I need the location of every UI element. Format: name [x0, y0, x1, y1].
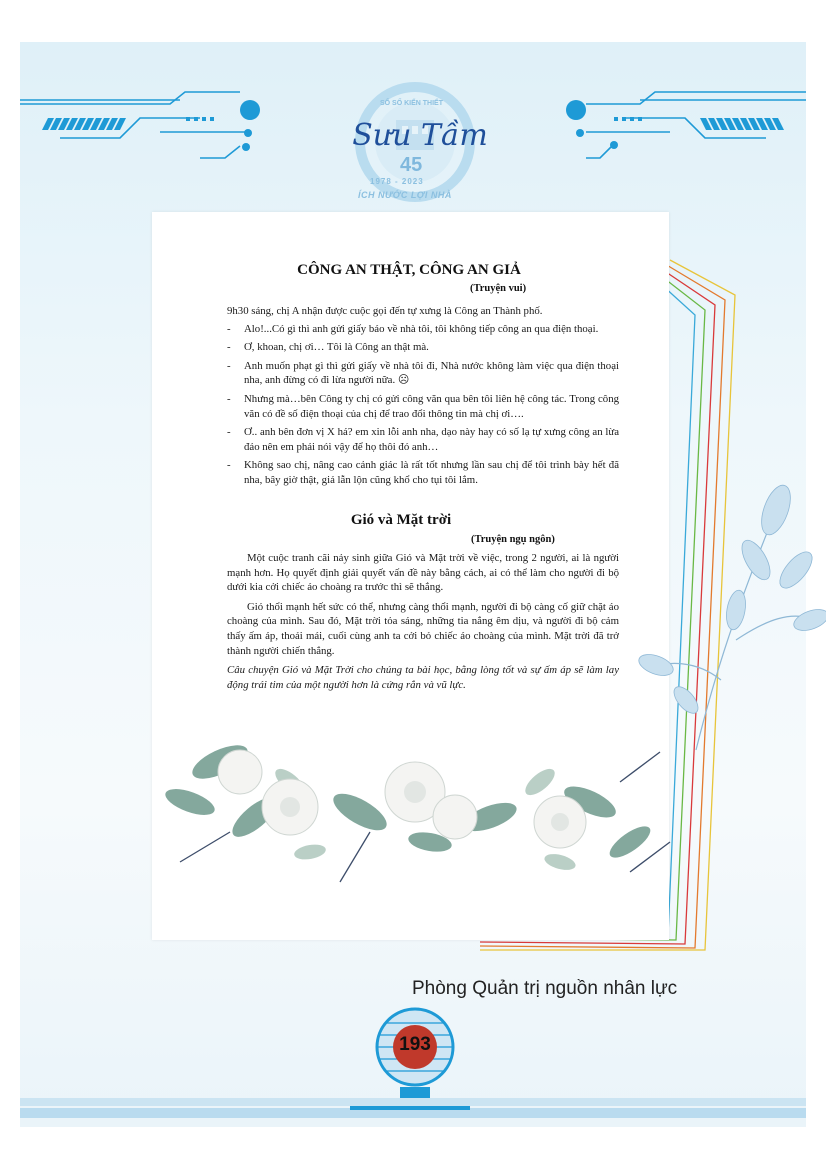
story-title: CÔNG AN THẬT, CÔNG AN GIẢ — [297, 262, 521, 278]
logo-ring-text: SỔ SỐ KIẾN THIẾT — [380, 100, 444, 107]
story-intro: 9h30 sáng, chị A nhận được cuộc gọi đến tự xưng là Công an Thành phố. — [227, 305, 543, 317]
logo-year-range: 1978 - 2023 — [370, 177, 424, 186]
dialogue-line: - Ơ.. anh bên đơn vị X há? em xin lỗi anh nha, dạo này hay có số lạ tự xưng công an lừa đảo nên em phải nói vậy để họ thôi đó anh… — [227, 425, 619, 454]
page-number: 193 — [399, 1034, 431, 1055]
bottom-stripe — [20, 1098, 806, 1120]
fable-subtitle: (Truyện ngụ ngôn) — [471, 534, 555, 545]
floral-decoration-bottom — [160, 722, 680, 907]
dialogue-line: - Nhưng mà…bên Công ty chị có gửi công văn qua bên tôi liên hệ công tác. Trong công văn có đề số điện thoại của chị để trao đổi thông tin mà chị ơi…. — [227, 392, 619, 421]
fable-moral: Câu chuyện Gió và Mặt Trời cho chúng ta bài học, bằng lòng tốt và sự ấm áp sẽ làm lay động trái tim của một người hơn là cứng rắn và vũ lực. — [227, 664, 619, 691]
dialogue-line: - Alo!...Có gì thì anh gửi giấy báo về nhà tôi, tôi không tiếp công an qua điện thoại. — [227, 322, 619, 337]
floral-decoration-right — [626, 470, 826, 760]
dialogue-line: - Ơ, khoan, chị ơi… Tôi là Công an thật mà. — [227, 340, 619, 355]
fable-title: Gió và Mặt trời — [350, 512, 452, 528]
fable-paragraph: Một cuộc tranh cãi nảy sinh giữa Gió và Mặt trời về việc, trong 2 người, ai là người mạnh hơn. Họ quyết định giải quyết vấn đề này bằng cách, ai có thể làm cho người đi bộ dưới kia cởi chiếc áo choàng ra trước thì sẽ thắng. — [227, 552, 619, 594]
fable-paragraph: Gió thổi mạnh hết sức có thể, nhưng càng thổi mạnh, người đi bộ càng cố giữ chặt áo choàng của mình. Sau đó, Mặt trời tỏa sáng, những tia nắng êm dịu, và người đi bộ cảm thấy ấm áp, thoải mái, cuối cùng anh ta cởi bỏ chiếc áo choàng của mình. Mặt trời đã trở thành người chiến thắng. — [227, 600, 619, 657]
story-body — [227, 304, 619, 492]
fable-body — [227, 551, 619, 697]
department-name: Phòng Quản trị nguồn nhân lực — [412, 978, 678, 999]
dialogue-list — [227, 322, 619, 488]
dialogue-line: - Không sao chị, nâng cao cảnh giác là rất tốt nhưng lần sau chị để tôi trình bày hết đã nha, bây giờ thật, giả lẫn lộn cũng khổ cho tụi tôi lắm. — [227, 458, 619, 487]
logo-motto: ÍCH NƯỚC LỢI NHÀ — [358, 190, 452, 200]
logo-years: 45 — [400, 154, 423, 176]
section-title-logo: Sưu Tầm — [352, 118, 488, 153]
dialogue-line: - Anh muốn phạt gì thì gửi giấy về nhà tôi đi, Nhà nước không làm việc qua điện thoại nha, anh đừng có đi lừa người nữa. ☹ — [227, 359, 619, 388]
story-subtitle: (Truyện vui) — [470, 283, 527, 294]
